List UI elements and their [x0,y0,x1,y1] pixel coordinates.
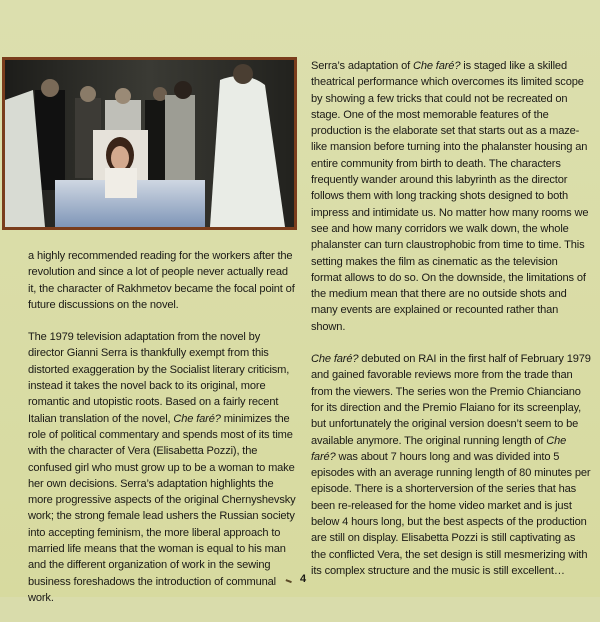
right-paragraph-1 [311,58,591,335]
right-paragraph-1-text-b: is staged like a skilled theatrical performance which overcomes its limited scope by showing a few tricks that could not be recreated on stage. One of the most memorable features of the production is the elaborate set that starts out as a maze-like mansion before turning into the phalanster housing an entire community from birth to death. The characters frequently wander around this labyrinth as the director follows them with long tracking shots designed to both impress and intimidate us. No matter how many rooms we see and how many corridors we walk down, the whole phalanster can turn claustrophobic from time to time. This setting makes the film as cinematic as the television format allows to do so. On the downside, the limitations of the medium mean that there are no outside shots and many events are explained or recounted rather than shown. [311,60,589,333]
left-paragraph-2-text-a: The 1979 television adaptation from the novel by director Gianni Serra is thankfully exempt from this distorted exaggeration by the Socialist literary criticism, instead it takes the novel back to its original, more romantic and utopistic roots. Based on a fairly recent Italian translation of the novel, [28,331,290,425]
right-paragraph-1-text-a: Serra’s adaptation of [311,60,413,72]
left-text-column [28,248,296,622]
left-paragraph-1 [28,248,296,313]
left-paragraph-2-text-b: minimizes the role of political commentary and spends most of its time with the character of Vera (Elisabetta Pozzi), the confused girl who must grow up to be a woman to make her own decisions. Serra’s adaptation highlights the more progressive aspects of the original Chernyshevsky work; the strong female lead ushers the Russian society into accepting feminism, the more liberal approach to married life means that the woman is equal to his man and the different organization of work in the sewing business foreshadows the introduction of communal work. [28,412,296,604]
left-paragraph-2-title: Che faré? [173,412,221,425]
left-paragraph-2 [28,329,296,606]
film-still-photo [2,57,297,230]
right-paragraph-2-text-c: was about 7 hours long and was divided into 5 episodes with an average running length of 80 minutes per episode. There is a shorterversion of the series that has been re-released for the home video market and is just below 4 hours long, but the best aspects of the production are still on display. Elisabetta Pozzi is still captivating as the conflicted Vera, the set design is still mesmerizing with its complex structure and the music is still excellent… [311,450,591,577]
right-text-column [311,58,591,595]
right-paragraph-2-title: Che faré? [311,353,359,366]
film-still-illustration [5,60,294,227]
right-paragraph-2-text-b: debuted on RAI in the first half of February 1979 and gained favorable reviews more from the trade than from the viewers. The series won the Premio Chianciano for its direction and the Premio Flaiano for its screenplay, but unfortunately the original version doesn’t seem to be available anymore. The original running length of [311,353,591,447]
page-number: 4 [300,573,307,585]
right-paragraph-1-title: Che faré? [412,60,461,72]
right-paragraph-2-title-2: Che faré? [311,434,567,463]
left-paragraph-1-text: a highly recommended reading for the workers after the revolution and since a lot of people never actually read it, the character of Rakhmetov became the focal point of future discussions on the novel. [28,250,295,311]
right-paragraph-2 [311,351,591,579]
